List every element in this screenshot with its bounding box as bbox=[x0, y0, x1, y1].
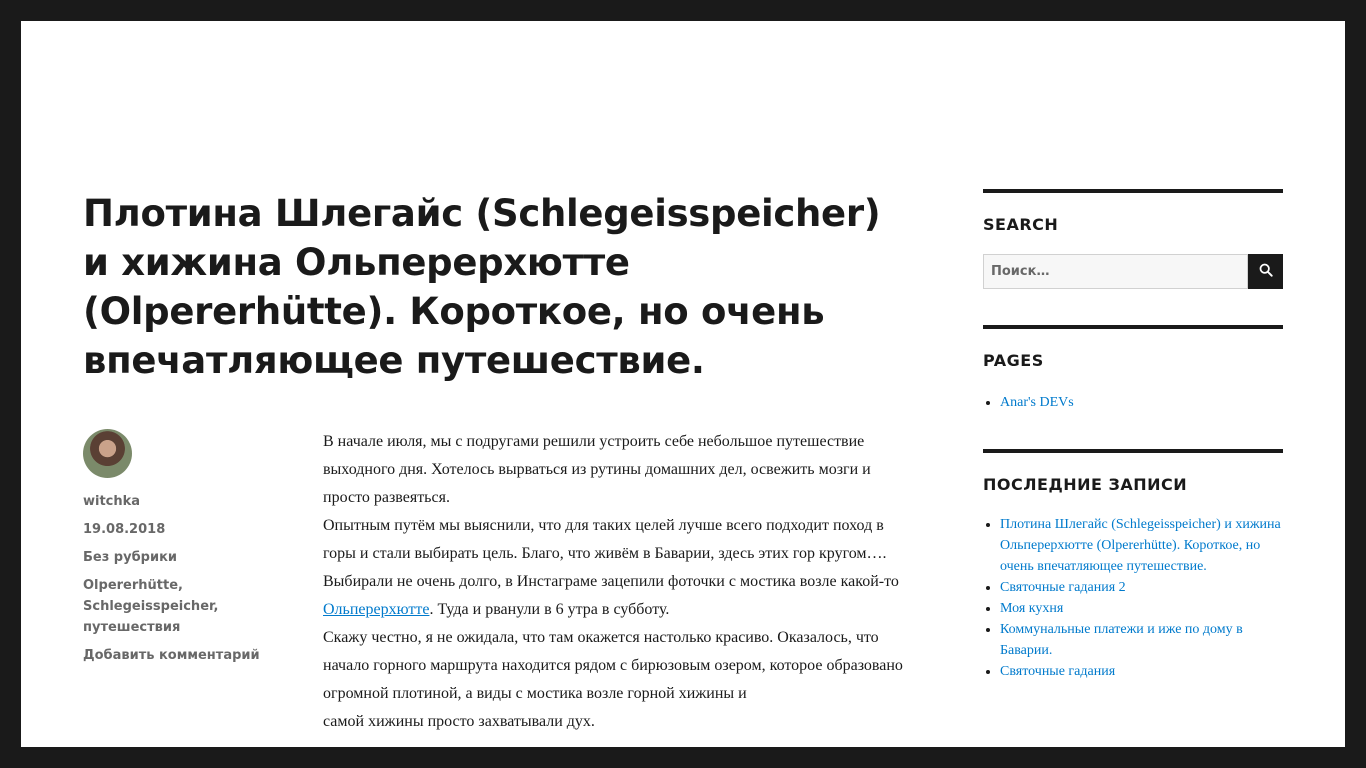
list-item bbox=[1000, 577, 1283, 598]
olpererhutte-link[interactable]: Ольперерхютте bbox=[323, 601, 430, 618]
tag-link[interactable]: путешествия bbox=[83, 620, 181, 635]
recent-post-link[interactable]: Святочные гадания 2 bbox=[1000, 580, 1126, 595]
recent-post-link[interactable]: Моя кухня bbox=[1000, 601, 1064, 616]
pages-widget-title: PAGES bbox=[983, 351, 1044, 370]
tag-list bbox=[83, 575, 273, 638]
post-content bbox=[323, 428, 919, 736]
add-comment-link[interactable]: Добавить комментарий bbox=[83, 648, 260, 663]
search-icon bbox=[1259, 263, 1273, 280]
list-item bbox=[1000, 598, 1283, 619]
paragraph bbox=[323, 568, 919, 624]
post-meta bbox=[83, 429, 273, 673]
sidebar bbox=[983, 189, 1283, 718]
search-button[interactable] bbox=[1248, 254, 1283, 289]
category-link[interactable]: Без рубрики bbox=[83, 550, 178, 565]
search-widget-title: SEARCH bbox=[983, 215, 1059, 234]
list-item bbox=[1000, 661, 1283, 682]
search-form bbox=[983, 254, 1283, 289]
pages-widget bbox=[983, 325, 1283, 413]
page-link[interactable]: Anar's DEVs bbox=[1000, 395, 1074, 410]
list-item bbox=[1000, 619, 1283, 661]
recent-post-link[interactable]: Плотина Шлегайс (Schlegeisspeicher) и хижина Ольперерхютте (Olpererhütte). Короткое, но очень впечатляющее путешествие. bbox=[1000, 517, 1281, 574]
author-link[interactable]: witchka bbox=[83, 494, 141, 509]
recent-posts-list bbox=[983, 514, 1283, 682]
paragraph: В начале июля, мы с подругами решили устроить себе небольшое путешествие выходного дня. Хотелось вырваться из рутины домашних дел, освежить мозги и просто развеяться. bbox=[323, 433, 871, 506]
search-widget bbox=[983, 189, 1283, 289]
post-date-link[interactable]: 19.08.2018 bbox=[83, 522, 166, 537]
recent-posts-widget bbox=[983, 449, 1283, 682]
list-item bbox=[1000, 514, 1283, 577]
recent-posts-title: ПОСЛЕДНИЕ ЗАПИСИ bbox=[983, 475, 1188, 494]
recent-post-link[interactable]: Святочные гадания bbox=[1000, 664, 1116, 679]
author-avatar[interactable] bbox=[83, 429, 132, 478]
tag-link[interactable]: Olpererhütte, bbox=[83, 578, 183, 593]
post-title: Плотина Шлегайс (Schlegeisspeicher) и хижина Ольперерхютте (Olpererhütte). Короткое, но очень впечатляющее путешествие. bbox=[83, 192, 881, 382]
recent-post-link[interactable]: Коммунальные платежи и иже по дому в Баварии. bbox=[1000, 622, 1243, 658]
tag-link[interactable]: Schlegeisspeicher, bbox=[83, 599, 219, 614]
paragraph-text: Выбирали не очень долго, в Инстаграме зацепили фоточки с мостика возле какой-то bbox=[323, 573, 899, 590]
site-page bbox=[21, 21, 1345, 747]
paragraph: Опытным путём мы выяснили, что для таких целей лучше всего подходит поход в горы и стали выбирать цель. Благо, что живём в Баварии, здесь этих гор кругом…. bbox=[323, 517, 887, 562]
paragraph: Скажу честно, я не ожидала, что там окажется настолько красиво. Оказалось, что начало горного маршрута находится рядом с бирюзовым озером, которое образовано огромной плотиной, а виды с мостика возле горной хижины и bbox=[323, 629, 903, 702]
paragraph-text: . Туда и рванули в 6 утра в субботу. bbox=[429, 601, 670, 618]
search-input[interactable] bbox=[983, 254, 1248, 289]
list-item bbox=[1000, 392, 1283, 413]
pages-list bbox=[983, 392, 1283, 413]
paragraph: самой хижины просто захватывали дух. bbox=[323, 713, 595, 730]
